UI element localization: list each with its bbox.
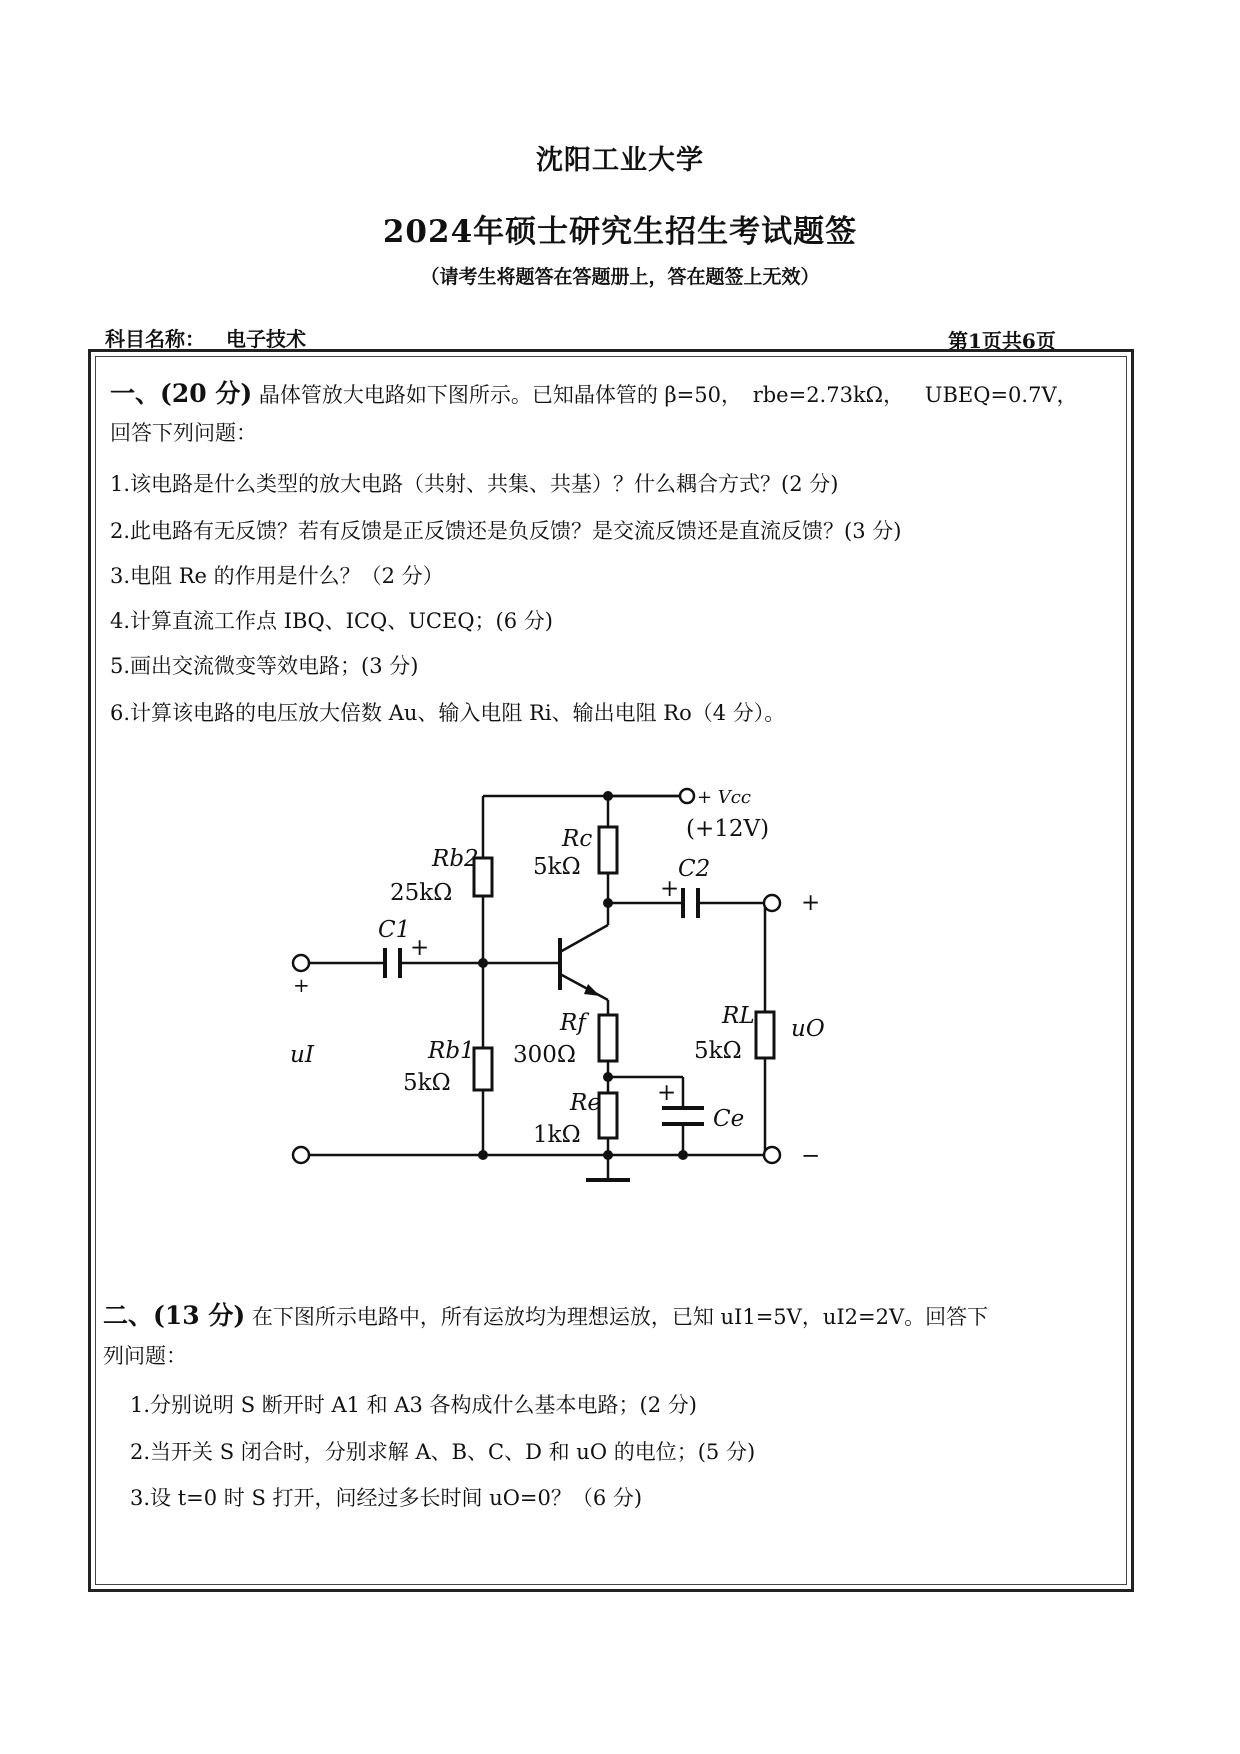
exam-title: 2024年硕士研究生招生考试题签: [382, 214, 858, 250]
output-terminal-minus: [764, 1147, 780, 1163]
c2-plus: +: [660, 876, 680, 902]
exam-notice: （请考生将题答在答题册上，答在题签上无效）: [420, 266, 820, 288]
c1-name: C1: [378, 917, 411, 943]
q1-rbe: rbe=2.73kΩ，: [752, 383, 905, 407]
rf-name: Rf: [560, 1010, 586, 1036]
q1-intro-line2: 回答下列问题：: [110, 421, 257, 445]
q2-heading: 二、(13 分): [103, 1301, 246, 1330]
junction-dot: [603, 791, 613, 801]
output-plus-sign: +: [801, 890, 821, 916]
resistor-rf: [599, 1015, 617, 1061]
junction-dot: [678, 1150, 688, 1160]
q1-item-3: 3.电阻 Re 的作用是什么？（2 分）: [110, 564, 444, 588]
rb2-value: 25kΩ: [390, 880, 453, 906]
junction-dot: [478, 958, 488, 968]
rl-value: 5kΩ: [694, 1038, 742, 1064]
resistor-rc: [599, 827, 617, 873]
rb1-value: 5kΩ: [403, 1070, 451, 1096]
re-value: 1kΩ: [533, 1122, 581, 1148]
junction-dot: [603, 1072, 613, 1082]
q1-heading: 一、(20 分): [110, 379, 253, 408]
q1-item-6: 6.计算该电路的电压放大倍数 Au、输入电阻 Ri、输出电阻 Ro（4 分）。: [110, 701, 786, 725]
q2-item-2: 2.当开关 S 闭合时，分别求解 A、B、C、D 和 uO 的电位；(5 分): [130, 1440, 756, 1464]
output-minus-sign: −: [801, 1143, 821, 1169]
q2-intro-line: [103, 1296, 988, 1332]
junction-dot: [603, 898, 613, 908]
q2-item-3: 3.设 t=0 时 S 打开，问经过多长时间 uO=0？（6 分): [130, 1486, 643, 1510]
rc-name: Rc: [562, 826, 593, 852]
q2-item-1: 1.分别说明 S 断开时 A1 和 A3 各构成什么基本电路；(2 分): [130, 1393, 697, 1417]
resistor-re: [599, 1093, 617, 1138]
input-terminal-minus: [293, 1147, 309, 1163]
junction-dot: [603, 1150, 613, 1160]
rc-value: 5kΩ: [533, 854, 581, 880]
junction-dot: [478, 1150, 488, 1160]
q1-item-5: 5.画出交流微变等效电路；(3 分): [110, 654, 419, 678]
ce-plus: +: [657, 1080, 677, 1106]
page-info: 第1页共6页: [948, 329, 1056, 353]
q1-item-1: 1.该电路是什么类型的放大电路（共射、共集、共基）？什么耦合方式？(2 分): [110, 472, 839, 496]
q1-ubeq: UBEQ=0.7V，: [924, 383, 1078, 407]
uo-label: uO: [791, 1016, 825, 1042]
c1-plus: +: [410, 935, 430, 961]
subject-name: 电子技术: [225, 327, 306, 351]
emitter-arrow: [584, 984, 600, 996]
q1-item-4: 4.计算直流工作点 IBQ、ICQ、UCEQ；(6 分): [110, 609, 553, 633]
rb2-name: Rb2: [432, 846, 479, 872]
rl-name: RL: [722, 1003, 755, 1029]
re-name: Re: [570, 1090, 601, 1116]
vcc-label: + Vcc: [697, 787, 751, 808]
resistor-rl: [756, 1012, 774, 1058]
input-plus-sign: +: [293, 973, 310, 997]
vcc-terminal: [680, 789, 694, 803]
q2-intro: 在下图所示电路中，所有运放均为理想运放，已知 uI1=5V，uI2=2V。回答下: [251, 1305, 989, 1329]
university-name: 沈阳工业大学: [536, 145, 704, 176]
input-terminal-plus: [293, 955, 309, 971]
q2-intro-line2: 列问题：: [103, 1344, 187, 1368]
q1-beta: β=50，: [664, 383, 742, 407]
ui-label: uI: [290, 1042, 314, 1068]
subject-label: 科目名称：: [105, 327, 205, 351]
c2-name: C2: [678, 856, 711, 882]
rf-value: 300Ω: [513, 1042, 576, 1068]
q1-item-2: 2.此电路有无反馈？若有反馈是正反馈还是负反馈？是交流反馈还是直流反馈？(3 分): [110, 519, 902, 543]
vcc-value: (+12V): [686, 816, 770, 842]
resistor-rb1: [474, 1048, 492, 1090]
output-terminal-plus: [764, 895, 780, 911]
ce-name: Ce: [713, 1106, 745, 1132]
q1-intro: 晶体管放大电路如下图所示。已知晶体管的: [258, 383, 658, 407]
rb1-name: Rb1: [428, 1038, 475, 1064]
